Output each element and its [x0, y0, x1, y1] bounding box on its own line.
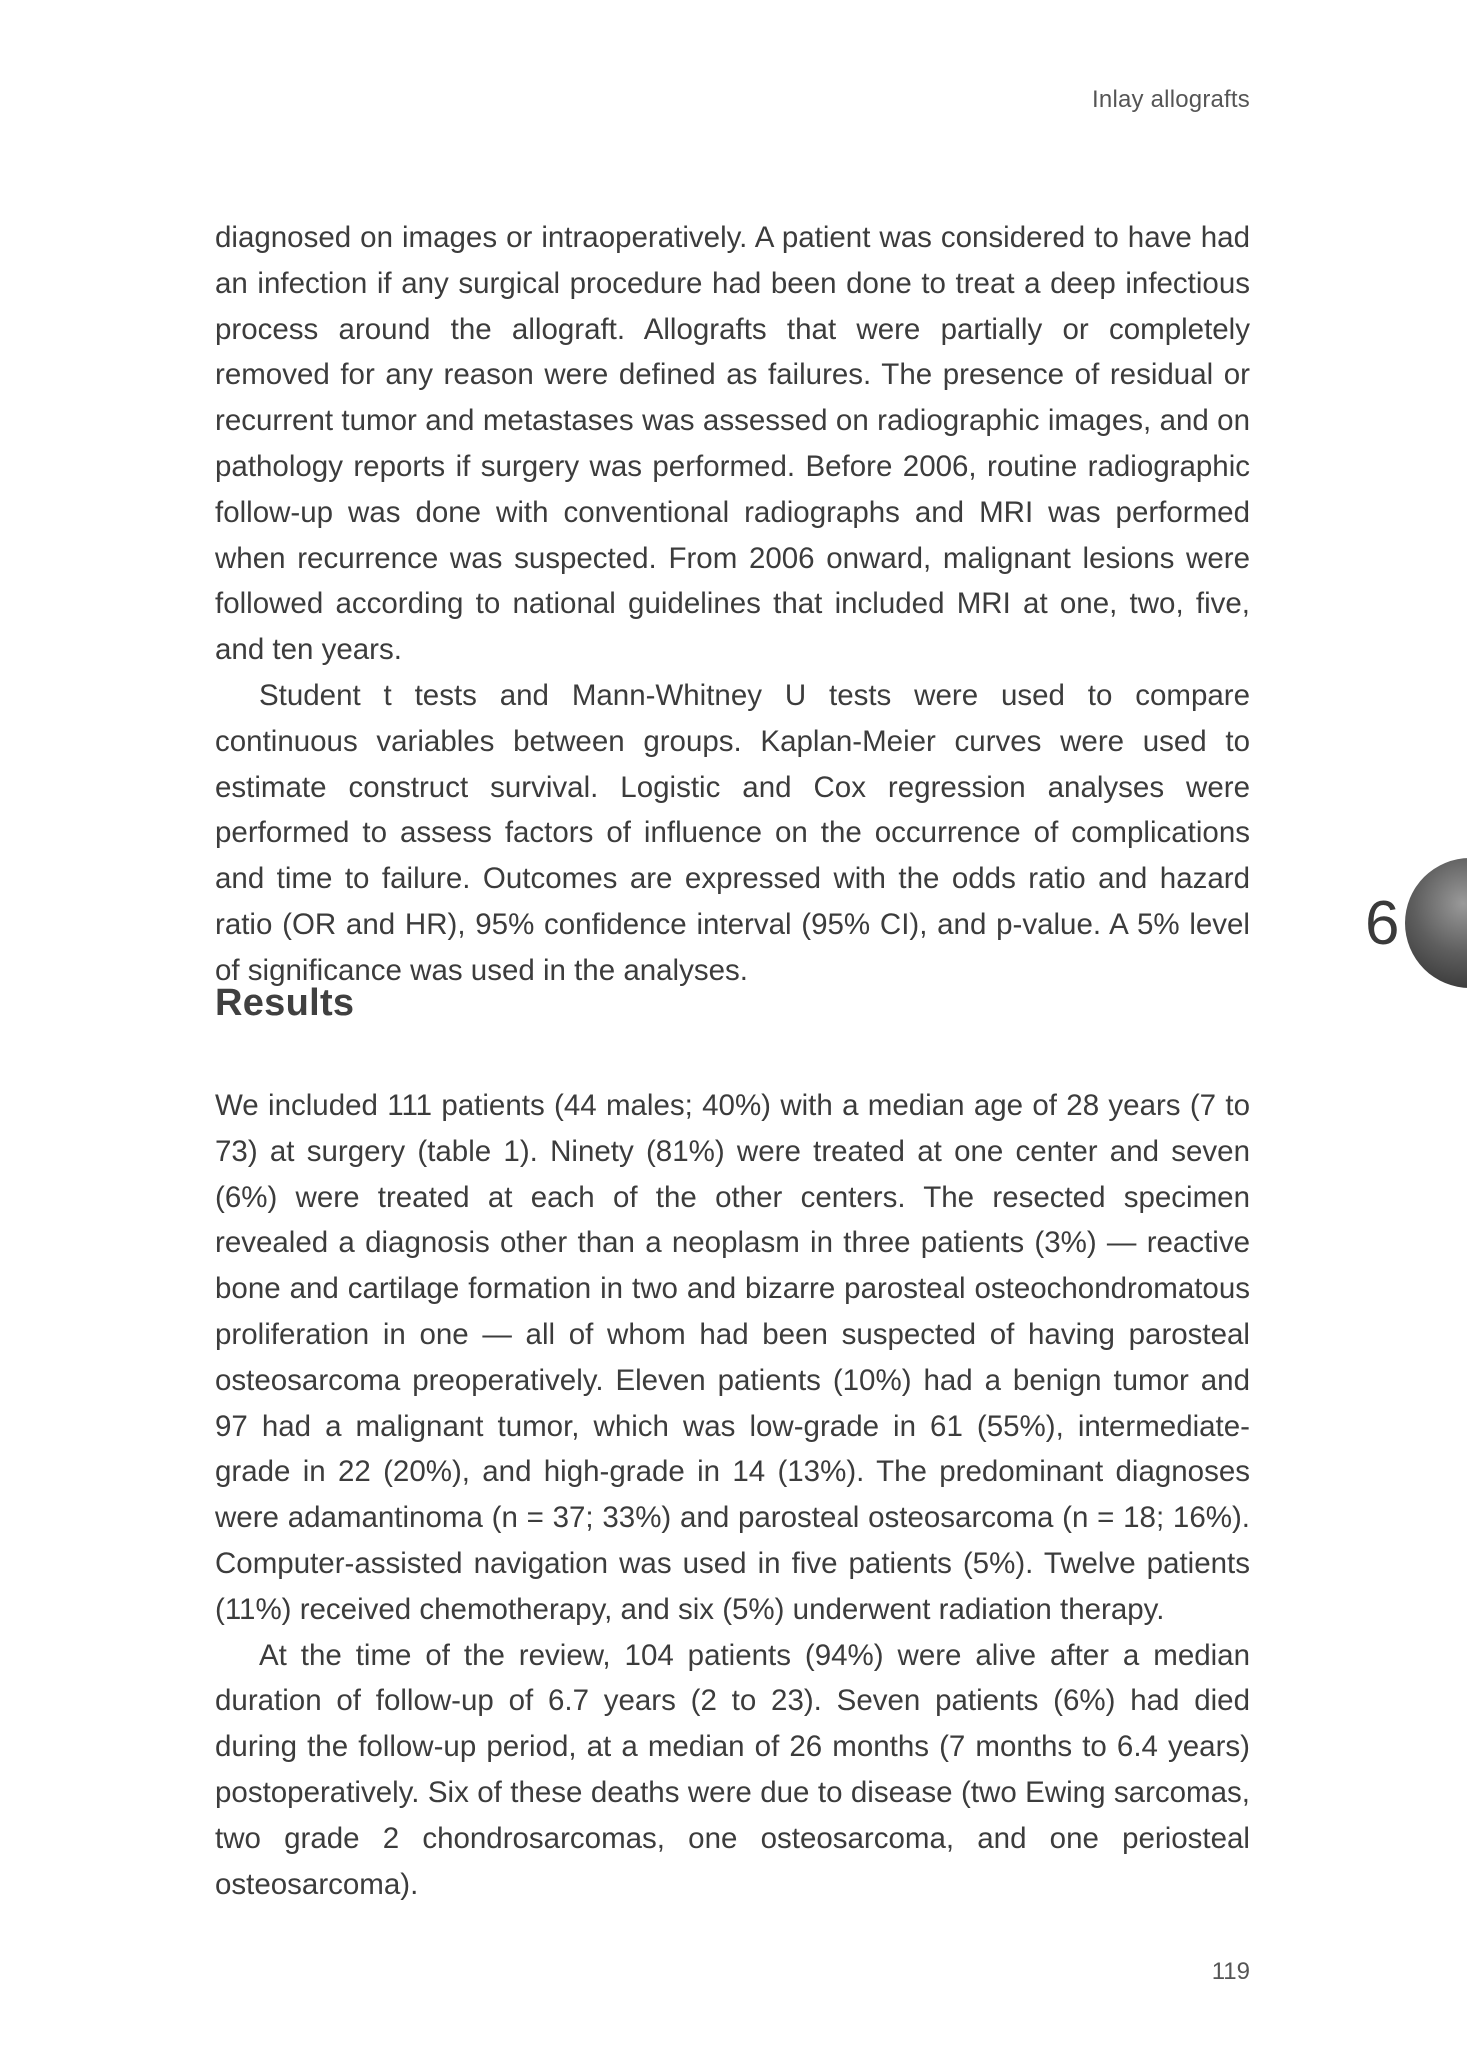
paragraph: At the time of the review, 104 patients (94%) were alive after a median duration of follow-up of 6.7 years (2 to 23). Seven patients (6%) had died during the follow-up period, at a median of 26 months (7 months to 6.4 years) postoperatively. Six of these deaths were due to disease (two Ewing sarcomas, two grade 2 chondrosarcomas, one osteosarcoma, and one periosteal osteosarcoma). [215, 1638, 1250, 1901]
results-text [215, 1083, 1250, 1907]
paragraph: We included 111 patients (44 males; 40%) with a median age of 28 years (7 to 73) at surgery (table 1). Ninety (81%) were treated at one center and seven (6%) were treated at each of the other centers. The resected specimen revealed a diagnosis other than a neoplasm in three patients (3%) — reactive bone and cartilage formation in two and bizarre parosteal osteochondromatous proliferation in one — all of whom had been suspected of having parosteal osteosarcoma preoperatively. Eleven patients (10%) had a benign tumor and 97 had a malignant tumor, which was low-grade in 61 (55%), intermediate-grade in 22 (20%), and high-grade in 14 (13%). The predominant diagnoses were adamantinoma (n = 37; 33%) and parosteal osteosarcoma (n = 18; 16%). Computer-assisted navigation was used in five patients (5%). Twelve patients (11%) received chemotherapy, and six (5%) underwent radiation therapy. [215, 1089, 1250, 1626]
chapter-tab-marker-icon [1405, 858, 1467, 988]
page-number: 119 [1211, 1958, 1250, 1985]
running-header: Inlay allografts [1092, 86, 1250, 113]
methods-text [215, 215, 1250, 994]
paragraph: diagnosed on images or intraoperatively. A patient was considered to have had an infection if any surgical procedure had been done to treat a deep infectious process around the allograft. Allografts that were partially or completely removed for any reason were defined as failures. The presence of residual or recurrent tumor and metastases was assessed on radiographic images, and on pathology reports if surgery was performed. Before 2006, routine radiographic follow-up was done with conventional radiographs and MRI was performed when recurrence was suspected. From 2006 onward, malignant lesions were followed according to national guidelines that included MRI at one, two, five, and ten years. [215, 221, 1250, 667]
chapter-number: 6 [1365, 889, 1400, 958]
chapter-tab [1405, 858, 1467, 956]
paragraph: Student t tests and Mann-Whitney U tests were used to compare continuous variables between groups. Kaplan-Meier curves were used to estimate construct survival. Logistic and Cox regression analyses were performed to assess factors of influence on the occurrence of complications and time to failure. Outcomes are expressed with the odds ratio and hazard ratio (OR and HR), 95% confidence interval (95% CI), and p-value. A 5% level of significance was used in the analyses. [215, 678, 1250, 987]
section-heading-results: Results [215, 982, 355, 1024]
